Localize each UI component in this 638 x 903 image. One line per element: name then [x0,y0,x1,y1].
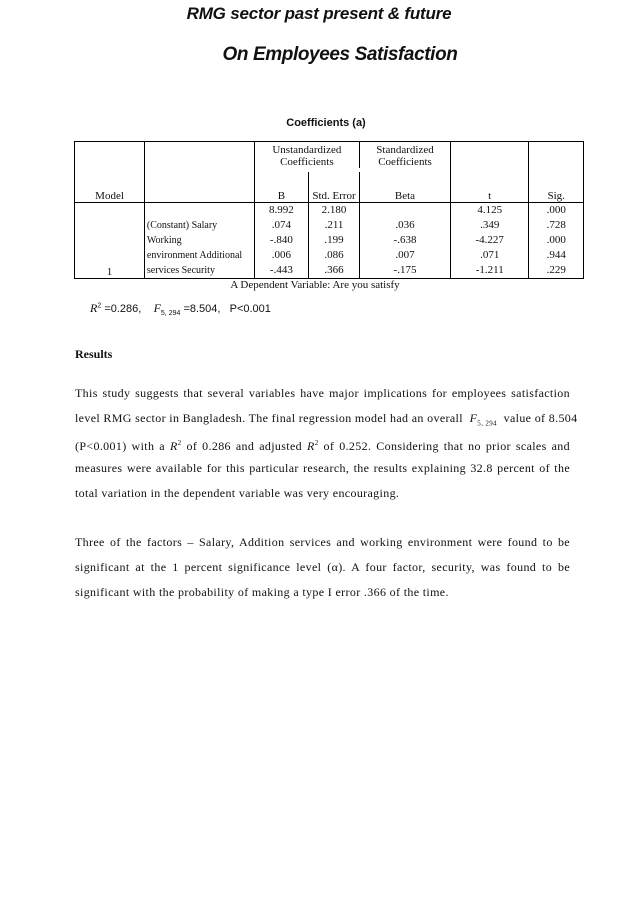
predictor-label: Working [146,235,182,246]
std-error-value: .211 [324,219,344,231]
t-value: 4.125 [477,204,503,216]
table-caption: Coefficients (a) [286,117,366,129]
header-beta: Beta [360,172,451,203]
t-value: .349 [480,219,500,231]
predictor-label: services Security [146,265,215,276]
header-title: RMG sector past present & future [186,4,452,23]
r2-symbol: R [307,439,315,453]
beta-value: -.638 [393,234,417,246]
t-value: .071 [480,249,500,261]
beta-value: -.175 [393,264,417,276]
results-heading: Results [75,347,113,361]
sig-value: .229 [546,264,566,276]
results-paragraph-1 [75,381,578,506]
r2-exponent: 2 [97,302,102,310]
t-value: -1.211 [475,264,504,276]
b-value: -.840 [269,234,293,246]
std-error-column [309,203,360,279]
paragraph-line: significant at the 1 percent significance level (α). A four factor, security, was found to be [75,560,570,574]
predictor-label: environment Additional [146,250,243,261]
t-column [451,203,529,279]
std-error-value: .199 [324,234,344,246]
beta-column [360,203,451,279]
sig-value: .728 [546,219,566,231]
t-value: -4.227 [475,234,504,246]
sig-column [529,203,584,279]
std-error-value: 2.180 [321,204,347,216]
header-sig: Sig. [529,172,584,203]
header-subtitle: On Employees Satisfaction [222,44,458,65]
f-symbol: F [153,301,161,315]
paragraph-line: significant with the probability of making a type I error .366 of the time. [75,585,449,599]
f-value: =8.504, [183,303,221,315]
sig-value: .000 [546,234,566,246]
paragraph-line: This study suggests that several variables have major implications for employees satisfaction [75,386,570,400]
b-column [254,203,308,279]
f-symbol: F [469,411,478,425]
beta-value [362,203,448,218]
coefficients-table [74,141,584,279]
p-value: P<0.001 [229,303,271,315]
b-value: .006 [271,249,292,261]
f-subscript: 5, 294 [160,310,181,318]
paragraph-line: Three of the factors – Salary, Addition services and working environment were found to be [75,535,570,549]
b-value: 8.992 [269,204,294,216]
beta-value: .007 [395,249,415,261]
paragraph-line: level RMG sector in Bangladesh. The final regression model had an overall $F_{5, 294}$ value of 8.504 [75,411,578,428]
r2-value: =0.286, [104,303,142,315]
r2-symbol: R [169,439,178,453]
r2-symbol: R [90,301,98,315]
model-number: 1 [75,203,145,279]
b-value: .074 [271,219,292,231]
results-paragraph-2 [75,530,570,605]
paragraph-line: measures were available for this particular research, the results explaining 32.8 percent of the [75,461,570,475]
sig-value: .000 [546,204,566,216]
header-model: Model [75,172,145,203]
header-t: t [451,172,529,203]
predictor-list [144,203,254,279]
header-unstandardized: Unstandardized Coefficients [254,142,359,169]
b-value: -.443 [269,264,293,276]
header-standardized: Standardized Coefficients [360,142,451,169]
header-b: B [254,172,308,203]
std-error-value: .366 [324,264,344,276]
predictor-label: (Constant) Salary [146,220,218,231]
beta-value: .036 [395,219,415,231]
header-std-error: Std. Error [309,172,360,203]
sig-value: .944 [546,249,566,261]
paragraph-line: total variation in the dependent variable was very encouraging. [75,486,400,500]
model-fit-stats [90,301,271,317]
paragraph-line: (P<0.001) with a $R^2$ of 0.286 and adjusted $R^2$ of 0.252. Considering that no prior scales and [75,439,570,453]
std-error-value: .086 [324,249,344,261]
table-footnote: A Dependent Variable: Are you satisfy [230,279,400,291]
